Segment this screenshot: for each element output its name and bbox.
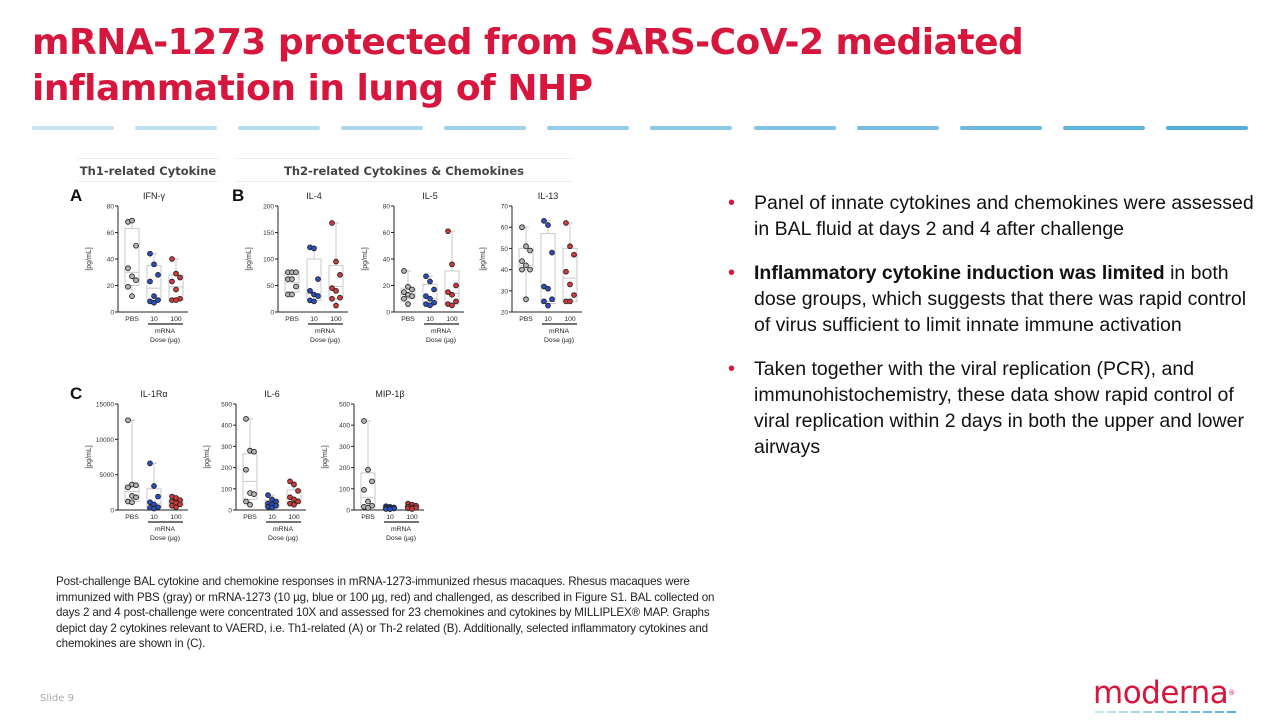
divider-dash [754,126,836,130]
svg-text:20: 20 [500,309,508,317]
th2-section-header: Th2-related Cytokines & Chemokines [236,158,572,182]
svg-text:10000: 10000 [95,436,114,444]
panel-letter-a: A [70,186,83,205]
logo-dash [1131,711,1140,713]
logo-dash [1143,711,1152,713]
svg-text:10: 10 [150,316,158,323]
moderna-logo [1093,677,1253,717]
svg-text:100: 100 [170,514,182,521]
logo-dash [1155,711,1164,713]
svg-text:mRNA: mRNA [390,526,412,533]
svg-text:PBS: PBS [285,316,299,323]
svg-text:100: 100 [170,316,182,323]
svg-text:200: 200 [339,465,350,473]
chart-mip-1b [316,386,426,556]
slide-number: Slide 9 [40,693,74,704]
divider-dash [1166,126,1248,130]
svg-text:50: 50 [500,245,508,253]
svg-text:60: 60 [382,230,390,237]
svg-text:10: 10 [426,316,434,323]
svg-text:500: 500 [221,401,232,409]
svg-text:[pg/mL]: [pg/mL] [246,247,253,271]
title-divider [32,126,1248,131]
svg-text:Dose (µg): Dose (µg) [150,535,180,542]
bullet-2 [728,260,1258,338]
svg-text:0: 0 [346,507,350,515]
logo-dash [1227,711,1236,713]
panel-letter-b: B [232,186,245,205]
chart-il-1ra [80,386,190,556]
svg-text:[pg/mL]: [pg/mL] [204,445,211,469]
svg-text:80: 80 [382,203,390,211]
chart-il-6 [198,386,308,556]
logo-dash [1119,711,1128,713]
svg-text:20: 20 [382,283,390,290]
svg-text:200: 200 [263,203,274,211]
svg-text:300: 300 [339,443,350,451]
svg-text:Dose (µg): Dose (µg) [426,337,456,344]
svg-text:60: 60 [500,224,508,232]
logo-wordmark: moderna [1093,675,1229,711]
svg-text:400: 400 [339,422,350,430]
bullet-2-text: in both dose groups, which suggests that there was rapid control of virus sufficient to limit innate immune activation [754,262,1247,336]
svg-text:300: 300 [221,443,232,451]
figure-caption: Post-challenge BAL cytokine and chemokine responses in mRNA-1273-immunized rhesus macaques. Rhesus macaques were immunized with PBS (gray) or mRNA-1273 (10 µg, blue or 100 µg, red) and challenged, as described in Figure S1. BAL collected on days 2 and 4 post-challenge were concentrated 10X and assessed for 23 chemokines and cytokines by MILLIPLEX® MAP. Graphs depict day 2 cytokines relevant to VAERD, i.e. Th1-related (A) or Th-2 related (B). Additionally, selected inflammatory cytokines and chemokines are shown in (C). [56,575,715,651]
svg-text:0: 0 [110,507,114,515]
svg-text:15000: 15000 [95,401,114,409]
registered-mark-icon: ® [1228,689,1235,697]
slide-title-line-1: mRNA-1273 protected from SARS-CoV-2 mediated [32,22,1024,63]
divider-dash [238,126,320,130]
svg-text:mRNA: mRNA [314,328,336,335]
svg-text:100: 100 [330,316,342,323]
svg-text:mRNA: mRNA [154,328,176,335]
svg-text:0: 0 [228,507,232,515]
divider-dash [1063,126,1145,130]
svg-text:400: 400 [221,422,232,430]
chart-il-5 [356,188,466,358]
svg-text:10: 10 [544,316,552,323]
slide-title-line-2: inflammation in lung of NHP [32,68,593,109]
svg-text:500: 500 [339,401,350,409]
svg-text:mRNA: mRNA [430,328,452,335]
bullet-3-text: Taken together with the viral replication (PCR), and immunohistochemistry, these data show rapid control of viral replication within 2 days in both the upper and lower airways [754,358,1244,458]
logo-dash [1167,711,1176,713]
svg-text:40: 40 [500,267,508,275]
svg-text:PBS: PBS [125,316,139,323]
logo-dash-line [1093,711,1253,713]
svg-text:100: 100 [221,486,232,494]
svg-text:IL-13: IL-13 [537,191,559,201]
svg-text:[pg/mL]: [pg/mL] [86,445,93,469]
bullet-1 [728,190,1258,242]
svg-text:10: 10 [386,514,394,521]
svg-text:0: 0 [110,309,114,317]
svg-text:10: 10 [268,514,276,521]
svg-text:mRNA: mRNA [154,526,176,533]
svg-text:[pg/mL]: [pg/mL] [480,247,487,271]
svg-text:5000: 5000 [99,472,114,480]
svg-text:100: 100 [406,514,418,521]
svg-text:PBS: PBS [243,514,257,521]
svg-text:PBS: PBS [361,514,375,521]
divider-dash [960,126,1042,130]
svg-text:10: 10 [150,514,158,521]
chart-ifn-gamma [80,188,190,358]
divider-dash [341,126,423,130]
svg-text:IFN-γ: IFN-γ [143,191,165,201]
svg-text:PBS: PBS [401,316,415,323]
svg-text:IL-6: IL-6 [264,389,280,399]
panel-letter-c: C [70,384,83,403]
slide-title [32,20,1232,112]
divider-dash [444,126,526,130]
svg-text:10: 10 [310,316,318,323]
svg-text:[pg/mL]: [pg/mL] [322,445,329,469]
logo-dash [1203,711,1212,713]
svg-text:20: 20 [106,283,114,290]
svg-text:100: 100 [288,514,300,521]
divider-dash [650,126,732,130]
svg-text:mRNA: mRNA [548,328,570,335]
svg-text:80: 80 [106,203,114,211]
svg-text:Dose (µg): Dose (µg) [268,535,298,542]
bullet-1-text: Panel of innate cytokines and chemokines were assessed in BAL fluid at days 2 and 4 after challenge [754,192,1254,240]
chart-il-4 [240,188,350,358]
svg-text:100: 100 [263,256,274,264]
divider-dash [857,126,939,130]
logo-dash [1107,711,1116,713]
svg-text:Dose (µg): Dose (µg) [544,337,574,344]
svg-text:100: 100 [564,316,576,323]
chart-il-13 [474,188,584,358]
svg-text:150: 150 [263,230,274,237]
divider-dash [547,126,629,130]
logo-dash [1179,711,1188,713]
bullet-3 [728,356,1258,460]
svg-text:100: 100 [339,486,350,494]
svg-text:IL-4: IL-4 [306,191,322,201]
svg-text:PBS: PBS [519,316,533,323]
svg-text:mRNA: mRNA [272,526,294,533]
svg-text:IL-1Rα: IL-1Rα [140,389,168,399]
th1-section-header: Th1-related Cytokine [78,158,218,182]
logo-dash [1191,711,1200,713]
svg-text:40: 40 [106,256,114,264]
divider-dash [135,126,217,130]
svg-text:Dose (µg): Dose (µg) [386,535,416,542]
svg-text:MIP-1β: MIP-1β [375,389,405,399]
logo-dash [1215,711,1224,713]
svg-text:0: 0 [270,309,274,317]
svg-text:200: 200 [221,465,232,473]
svg-text:70: 70 [500,203,508,211]
svg-text:100: 100 [446,316,458,323]
svg-text:[pg/mL]: [pg/mL] [362,247,369,271]
svg-text:0: 0 [386,309,390,317]
key-findings-list [728,190,1258,478]
logo-dash [1095,711,1104,713]
svg-text:Dose (µg): Dose (µg) [150,337,180,344]
divider-dash [32,126,114,130]
svg-text:50: 50 [266,283,274,290]
svg-text:60: 60 [106,230,114,237]
svg-text:IL-5: IL-5 [422,191,438,201]
svg-text:40: 40 [382,256,390,264]
bullet-2-bold: Inflammatory cytokine induction was limited [754,262,1165,284]
svg-text:PBS: PBS [125,514,139,521]
svg-text:[pg/mL]: [pg/mL] [86,247,93,271]
svg-text:30: 30 [500,288,508,296]
svg-text:Dose (µg): Dose (µg) [310,337,340,344]
